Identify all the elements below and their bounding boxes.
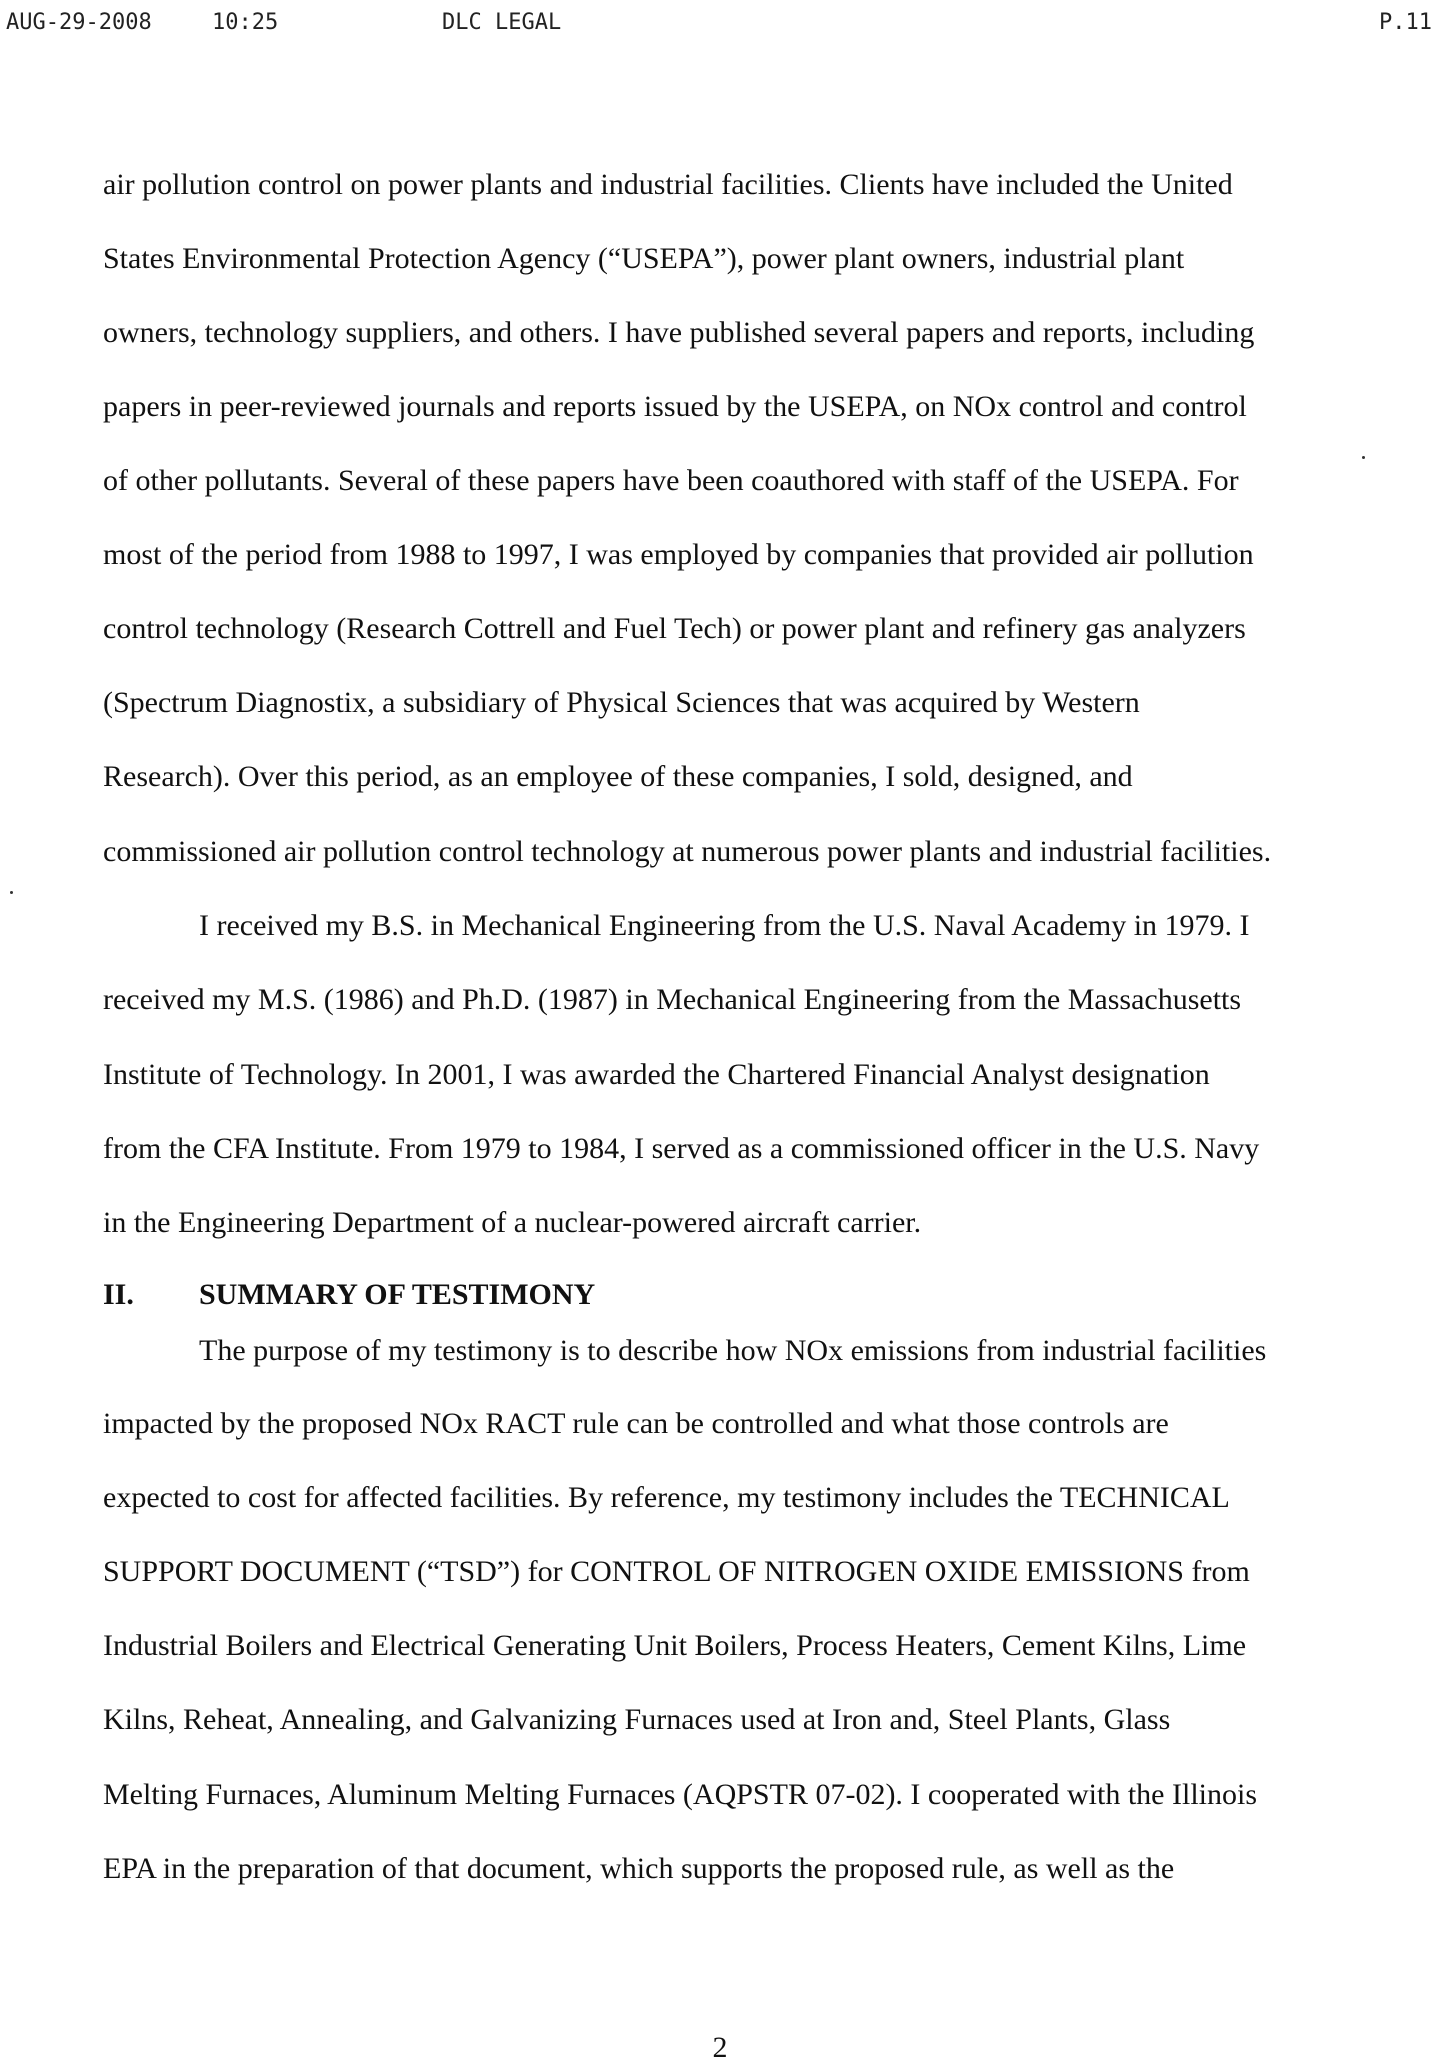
body-line: Industrial Boilers and Electrical Generating Unit Boilers, Process Heaters, Cement Kilns, Lime <box>103 1629 1247 1662</box>
body-line: papers in peer-reviewed journals and reports issued by the USEPA, on NOx control and control <box>103 390 1247 423</box>
body-line: received my M.S. (1986) and Ph.D. (1987) in Mechanical Engineering from the Massachusetts <box>103 983 1242 1016</box>
section-number: II. <box>103 1278 134 1311</box>
fax-time: 10:25 <box>212 10 279 35</box>
body-line: (Spectrum Diagnostix, a subsidiary of Physical Sciences that was acquired by Western <box>103 686 1140 719</box>
fax-header <box>0 10 1440 40</box>
body-line: most of the period from 1988 to 1997, I was employed by companies that provided air pollution <box>103 538 1254 571</box>
body-line: Melting Furnaces, Aluminum Melting Furnaces (AQPSTR 07-02). I cooperated with the Illinois <box>103 1778 1258 1811</box>
body-line: Institute of Technology. In 2001, I was awarded the Chartered Financial Analyst designation <box>103 1058 1210 1091</box>
body-line: Research). Over this period, as an employee of these companies, I sold, designed, and <box>103 760 1133 793</box>
section-title: SUMMARY OF TESTIMONY <box>199 1278 596 1311</box>
body-line: in the Engineering Department of a nuclear-powered aircraft carrier. <box>103 1206 922 1239</box>
fax-page-number: P.11 <box>1379 10 1432 35</box>
fax-date: AUG-29-2008 <box>6 10 152 35</box>
body-line: owners, technology suppliers, and others. I have published several papers and reports, including <box>103 316 1255 349</box>
body-line: Kilns, Reheat, Annealing, and Galvanizing Furnaces used at Iron and, Steel Plants, Glass <box>103 1703 1171 1736</box>
body-line: from the CFA Institute. From 1979 to 1984, I served as a commissioned officer in the U.S. Navy <box>103 1132 1260 1165</box>
body-line: of other pollutants. Several of these papers have been coauthored with staff of the USEPA. For <box>103 464 1239 497</box>
body-line: commissioned air pollution control technology at numerous power plants and industrial facilities. <box>103 835 1272 868</box>
scan-speck <box>1362 456 1365 459</box>
page-number: 2 <box>712 2031 728 2064</box>
body-line: control technology (Research Cottrell and Fuel Tech) or power plant and refinery gas analyzers <box>103 612 1246 645</box>
body-line: air pollution control on power plants and industrial facilities. Clients have included the United <box>103 168 1233 201</box>
body-line: expected to cost for affected facilities. By reference, my testimony includes the TECHNICAL <box>103 1481 1230 1514</box>
body-line-indented: I received my B.S. in Mechanical Engineering from the U.S. Naval Academy in 1979. I <box>199 909 1250 942</box>
body-line: impacted by the proposed NOx RACT rule can be controlled and what those controls are <box>103 1407 1169 1440</box>
body-line: EPA in the preparation of that document, which supports the proposed rule, as well as the <box>103 1852 1175 1885</box>
body-line: SUPPORT DOCUMENT (“TSD”) for CONTROL OF NITROGEN OXIDE EMISSIONS from <box>103 1555 1250 1588</box>
scan-speck <box>10 891 13 894</box>
body-line: States Environmental Protection Agency (“USEPA”), power plant owners, industrial plant <box>103 242 1185 275</box>
fax-sender: DLC LEGAL <box>442 10 562 35</box>
body-line-indented: The purpose of my testimony is to describe how NOx emissions from industrial facilities <box>199 1334 1267 1367</box>
